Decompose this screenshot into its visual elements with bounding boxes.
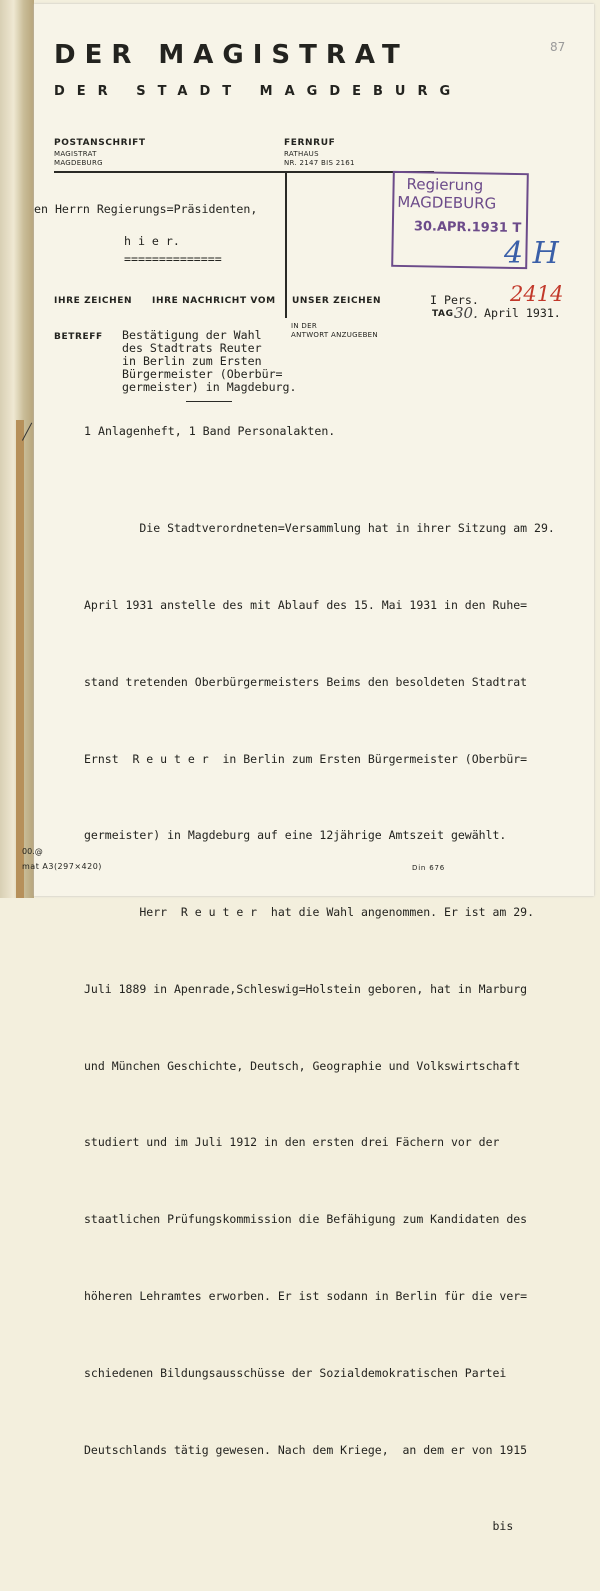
letterhead-title: DER MAGISTRAT (54, 40, 409, 70)
letterhead-subtitle: DER STADT MAGDEBURG (54, 84, 463, 99)
postanschrift-line1: MAGISTRAT (54, 150, 97, 158)
body-line: April 1931 anstelle des mit Ablauf des 15. Mai 1931 in den Ruhe= (84, 597, 528, 612)
subject-line: des Stadtrats Reuter (122, 341, 262, 355)
subject-line: germeister) in Magdeburg. (122, 380, 297, 394)
body-line: Deutschlands tätig gewesen. Nach dem Kriege, an dem er von 1915 (84, 1442, 528, 1457)
handwritten-day: 30. (454, 304, 478, 322)
subject-line: in Berlin zum Ersten (122, 354, 262, 368)
body-line: Ernst R e u t e r in Berlin zum Ersten Bürgermeister (Oberbür= (84, 751, 528, 766)
tag-label: TAG (432, 309, 454, 319)
subject-rule (186, 401, 232, 402)
header-rule (54, 171, 434, 173)
answer-note-2: ANTWORT ANZUGEBEN (291, 331, 378, 339)
fernruf-line1: RATHAUS (284, 150, 319, 158)
body-line: studiert und im Juli 1912 in den ersten drei Fächern vor der (84, 1135, 500, 1150)
binding-strip (16, 420, 24, 898)
recipient-line: en Herrn Regierungs=Präsidenten, (34, 202, 258, 216)
footer-form-code: 00.@ (22, 847, 43, 856)
fernruf-label: FERNRUF (284, 138, 336, 148)
subject-line: Bürgermeister (Oberbür= (122, 367, 283, 381)
body-text (84, 465, 600, 1591)
subject-block (122, 329, 297, 394)
page-number: 87 (550, 40, 566, 54)
letter-date: April 1931. (484, 306, 561, 320)
postanschrift-label: POSTANSCHRIFT (54, 138, 146, 148)
body-line: germeister) in Magdeburg auf eine 12jährige Amtszeit gewählt. (84, 828, 507, 843)
body-line: staatlichen Prüfungskommission die Befähigung zum Kandidaten des (84, 1212, 528, 1227)
ihre-zeichen-label: IHRE ZEICHEN (54, 296, 133, 306)
body-line: Juli 1889 in Apenrade,Schleswig=Holstein geboren, hat in Marburg (84, 981, 528, 996)
body-line: Herr R e u t e r hat die Wahl angenommen. Er ist am 29. (84, 905, 535, 920)
unser-zeichen-value: I Pers. (430, 293, 479, 307)
enclosures: 1 Anlagenheft, 1 Band Personalakten. (84, 424, 336, 438)
stamp-line2: MAGDEBURG (397, 192, 497, 213)
handwritten-mark-red: 2414 (510, 282, 564, 306)
recipient-hier: h i e r. (124, 234, 180, 248)
postanschrift-line2: MAGDEBURG (54, 159, 103, 167)
subject-line: Bestätigung der Wahl (122, 328, 262, 342)
stamp-date: 30.APR.1931 T (413, 219, 522, 237)
letter-page (22, 4, 594, 1534)
handwritten-mark-blue: 4 H (504, 236, 559, 271)
betreff-label: BETREFF (54, 332, 103, 342)
unser-zeichen-label: UNSER ZEICHEN (292, 296, 382, 306)
vertical-rule (285, 173, 287, 318)
footer-din: Din 676 (412, 864, 445, 872)
answer-note-1: IN DER (291, 322, 318, 330)
footer-format: mat A3(297×420) (22, 862, 102, 871)
ihre-nachricht-label: IHRE NACHRICHT VOM (152, 296, 276, 306)
body-line: höheren Lehramtes erworben. Er ist sodann in Berlin für die ver= (84, 1289, 528, 1303)
stamp-line1: Regierung (406, 175, 484, 195)
body-line: Die Stadtverordneten=Versammlung hat in ihrer Sitzung am 29. (84, 521, 555, 536)
body-line: bis (84, 1519, 514, 1534)
recipient-underline: ============== (124, 252, 222, 266)
fernruf-line2: NR. 2147 BIS 2161 (284, 159, 355, 167)
body-line: schiedenen Bildungsausschüsse der Sozialdemokratischen Partei (84, 1365, 507, 1380)
body-line: und München Geschichte, Deutsch, Geographie und Volkswirtschaft (84, 1058, 521, 1073)
body-line: stand tretenden Oberbürgermeisters Beims den besoldeten Stadtrat (84, 674, 528, 689)
